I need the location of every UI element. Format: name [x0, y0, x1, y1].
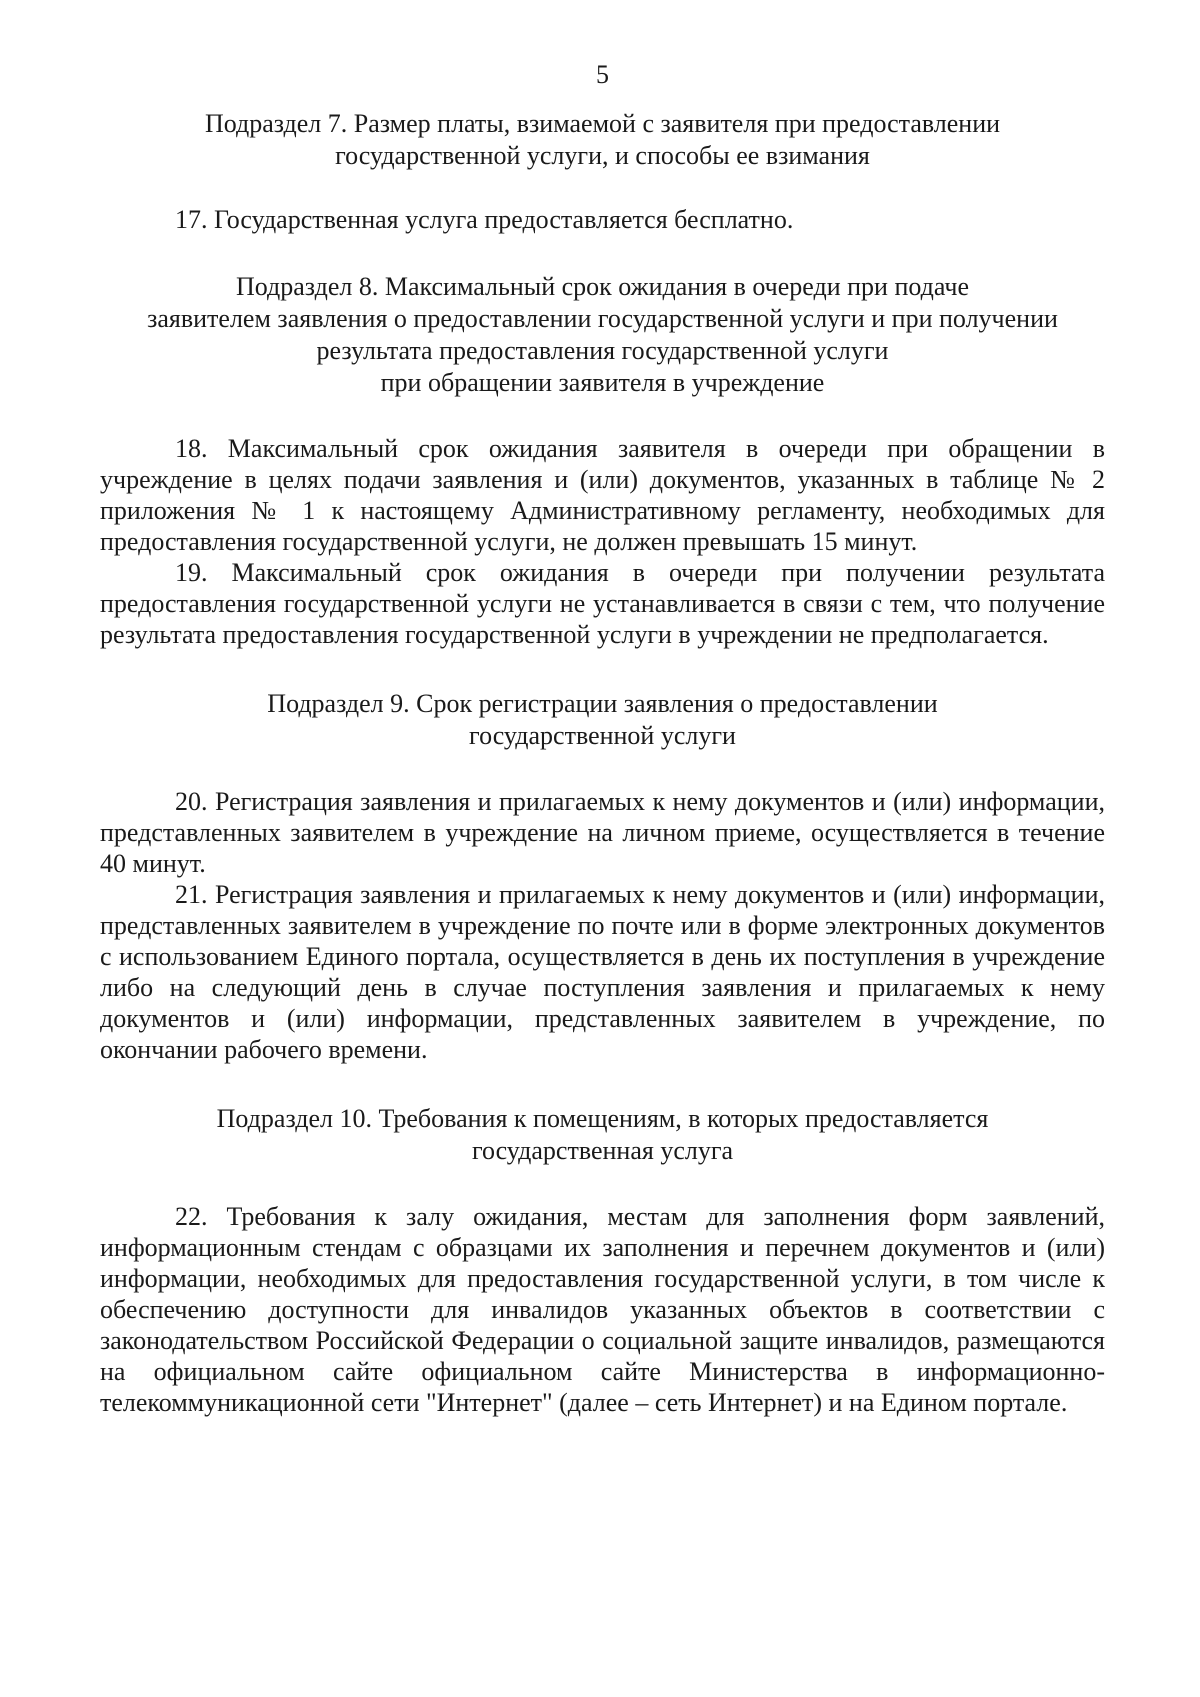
heading-line: государственная услуга [471, 1136, 734, 1165]
heading-line: результата предоставления государственной услуги [316, 336, 889, 365]
paragraph-19: 19. Максимальный срок ожидания в очереди при получении результата предоставления государственной услуги не устанавливается в связи с тем, что получение результата предоставления государственной услуги в учреждении не предполагается. [100, 558, 1105, 649]
heading-line: при обращении заявителя в учреждение [380, 368, 825, 397]
paragraph-21: 21. Регистрация заявления и прилагаемых к нему документов и (или) информации, представленных заявителем в учреждение по почте или в форме электронных документов с использованием Единого портала, осуществляется в день их поступления в учреждение либо на следующий день в случае поступления заявления и прилагаемых к нему документов и (или) информации, представленных заявителем в учреждение, по окончании рабочего времени. [100, 880, 1105, 1064]
heading-line: Подраздел 7. Размер платы, взимаемой с заявителя при предоставлении [204, 109, 1001, 138]
heading-line: Подраздел 10. Требования к помещениям, в которых предоставляется [216, 1104, 989, 1133]
heading-subsection-7 [100, 108, 1105, 172]
paragraph-17: 17. Государственная услуга предоставляется бесплатно. [175, 205, 794, 234]
heading-line: государственной услуги [469, 721, 736, 750]
heading-line: государственной услуги, и способы ее взимания [335, 141, 870, 170]
heading-line: Подраздел 8. Максимальный срок ожидания в очереди при подаче [236, 272, 969, 301]
page-number: 5 [596, 60, 609, 89]
heading-subsection-9 [100, 688, 1105, 752]
paragraph-20: 20. Регистрация заявления и прилагаемых к нему документов и (или) информации, представленных заявителем в учреждение на личном приеме, осуществляется в течение 40 минут. [100, 787, 1105, 878]
paragraph-18: 18. Максимальный срок ожидания заявителя в очереди при обращении в учреждение в целях подачи заявления и (или) документов, указанных в таблице № 2 приложения № 1 к настоящему Административному регламенту, необходимых для предоставления государственной услуги, не должен превышать 15 минут. [100, 434, 1105, 556]
heading-subsection-8 [100, 271, 1105, 399]
paragraph-22: 22. Требования к залу ожидания, местам для заполнения форм заявлений, информационным стендам с образцами их заполнения и перечнем документов и (или) информации, необходимых для предоставления государственной услуги, в том числе к обеспечению доступности для инвалидов указанных объектов в соответствии с законодательством Российской Федерации о социальной защите инвалидов, размещаются на официальном сайте официальном сайте Министерства в информационно-телекоммуникационной сети "Интернет" (далее – сеть Интернет) и на Едином портале. [100, 1202, 1105, 1417]
heading-line: Подраздел 9. Срок регистрации заявления о предоставлении [267, 689, 938, 718]
heading-line: заявителем заявления о предоставлении государственной услуги и при получении [147, 304, 1058, 333]
heading-subsection-10 [100, 1103, 1105, 1167]
